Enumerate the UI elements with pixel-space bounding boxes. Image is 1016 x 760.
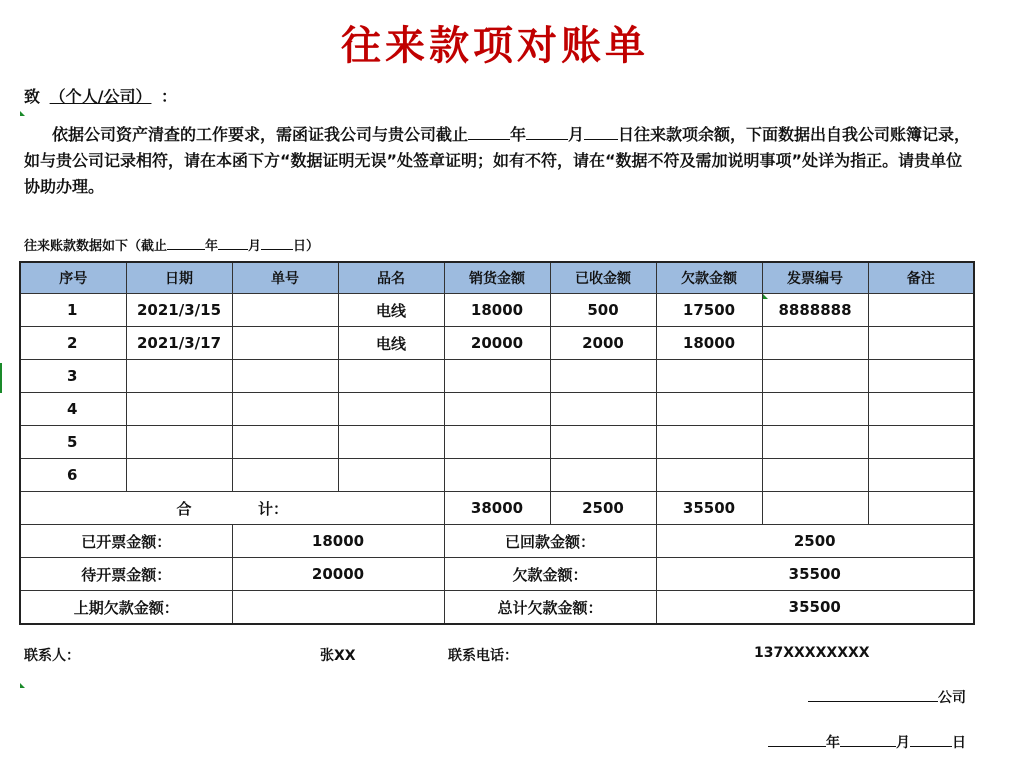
- caption-day: 日）: [293, 239, 320, 254]
- table-cell[interactable]: [444, 426, 550, 459]
- table-cell[interactable]: 17500: [656, 294, 762, 327]
- table-cell[interactable]: [762, 426, 868, 459]
- pending-invoice-value[interactable]: 20000: [232, 558, 444, 591]
- summary-row: [20, 525, 974, 558]
- invoiced-label: 已开票金额：: [20, 525, 232, 558]
- invoiced-value[interactable]: 18000: [232, 525, 444, 558]
- total-label-cell: [20, 492, 444, 525]
- table-row: [20, 393, 974, 426]
- contact-person: 张XX: [320, 648, 356, 664]
- sign-month-blank: [840, 732, 896, 747]
- table-cell[interactable]: [868, 360, 974, 393]
- contact-phone: 137XXXXXXXX: [754, 645, 870, 661]
- table-cell[interactable]: [338, 393, 444, 426]
- table-cell[interactable]: 20000: [444, 327, 550, 360]
- year-label: 年: [510, 125, 527, 144]
- caption-month: 月: [248, 239, 262, 254]
- table-cell[interactable]: [444, 393, 550, 426]
- table-cell[interactable]: 6: [20, 459, 126, 492]
- table-cell[interactable]: [868, 294, 974, 327]
- table-row: [20, 459, 974, 492]
- total-row: [20, 492, 974, 525]
- table-cell[interactable]: [126, 426, 232, 459]
- month-label: 月: [568, 125, 585, 144]
- prior-owed-value[interactable]: [232, 591, 444, 625]
- table-cell[interactable]: [762, 327, 868, 360]
- table-cell[interactable]: [444, 459, 550, 492]
- table-cell[interactable]: [126, 360, 232, 393]
- sign-day-blank: [910, 732, 952, 747]
- contact-person-label: 联系人：: [24, 648, 80, 664]
- header-cell: 欠款金额: [656, 262, 762, 294]
- repaid-label: 已回款金额：: [444, 525, 656, 558]
- request-paragraph: [24, 122, 974, 200]
- sign-year: 年: [826, 735, 840, 751]
- cell-comment-marker: [763, 294, 768, 299]
- table-cell[interactable]: 8888888: [762, 294, 868, 327]
- table-cell[interactable]: [868, 459, 974, 492]
- table-cell[interactable]: [338, 459, 444, 492]
- summary-row: [20, 591, 974, 625]
- year-blank: [468, 125, 510, 140]
- header-cell: 序号: [20, 262, 126, 294]
- table-caption: [24, 235, 319, 254]
- table-cell[interactable]: [550, 426, 656, 459]
- table-cell[interactable]: 2: [20, 327, 126, 360]
- table-row: [20, 327, 974, 360]
- paragraph-part1: 依据公司资产清查的工作要求，需函证我公司与贵公司截止: [52, 125, 469, 144]
- table-cell[interactable]: [232, 360, 338, 393]
- caption-day-blank: [261, 238, 293, 250]
- summary-row: [20, 558, 974, 591]
- table-cell[interactable]: [550, 393, 656, 426]
- recipient-placeholder: （个人/公司）: [49, 87, 152, 106]
- table-cell[interactable]: 5: [20, 426, 126, 459]
- selection-edge-marker: [0, 363, 2, 393]
- sign-year-blank: [768, 732, 826, 747]
- table-cell[interactable]: [762, 360, 868, 393]
- table-cell[interactable]: 电线: [338, 327, 444, 360]
- owed-label: 欠款金额：: [444, 558, 656, 591]
- table-cell[interactable]: [444, 360, 550, 393]
- table-cell[interactable]: [868, 327, 974, 360]
- table-cell[interactable]: [126, 393, 232, 426]
- contact-phone-label: 联系电话：: [448, 648, 518, 664]
- table-cell[interactable]: 2021/3/17: [126, 327, 232, 360]
- table-cell[interactable]: [868, 393, 974, 426]
- table-cell[interactable]: [232, 393, 338, 426]
- total-owed[interactable]: 35500: [656, 492, 762, 525]
- table-cell[interactable]: [232, 294, 338, 327]
- header-cell: 单号: [232, 262, 338, 294]
- total-owed-label: 总计欠款金额：: [444, 591, 656, 625]
- paragraph-part2: 日往来款项余额，下面数据出自我公司账簿记录，如与贵公司记录相符，请在本函下方“数据证明无误”处签章证明；如有不符，请在“数据不符及需加说明事项”处详为指正。请贵单位协助办理。: [24, 125, 971, 196]
- header-cell: 备注: [868, 262, 974, 294]
- sign-day: 日: [952, 735, 966, 751]
- table-cell[interactable]: [762, 459, 868, 492]
- table-cell[interactable]: [338, 426, 444, 459]
- signature-company-line: [808, 687, 966, 707]
- table-cell[interactable]: [232, 426, 338, 459]
- total-received[interactable]: 2500: [550, 492, 656, 525]
- table-cell[interactable]: [232, 459, 338, 492]
- caption-prefix: 往来账款数据如下（截止: [24, 239, 168, 254]
- caption-year-blank: [167, 238, 205, 250]
- header-cell: 销货金额: [444, 262, 550, 294]
- document-title: 往来款项对账单: [341, 23, 649, 69]
- table-cell[interactable]: [868, 492, 974, 525]
- to-prefix: 致: [24, 87, 41, 106]
- ledger-table: [19, 261, 975, 625]
- table-cell[interactable]: [656, 360, 762, 393]
- prior-owed-label: 上期欠款金额：: [20, 591, 232, 625]
- header-cell: 已收金额: [550, 262, 656, 294]
- table-cell[interactable]: [656, 459, 762, 492]
- table-cell[interactable]: 18000: [656, 327, 762, 360]
- company-name-blank: [808, 687, 938, 702]
- header-cell: 日期: [126, 262, 232, 294]
- signature-date-line: [768, 732, 966, 752]
- total-sales[interactable]: 38000: [444, 492, 550, 525]
- table-cell[interactable]: 电线: [338, 294, 444, 327]
- table-cell[interactable]: [762, 393, 868, 426]
- total-label-b: 计：: [257, 499, 288, 518]
- table-row: [20, 294, 974, 327]
- table-cell[interactable]: [762, 492, 868, 525]
- sign-month: 月: [896, 735, 910, 751]
- table-cell[interactable]: 18000: [444, 294, 550, 327]
- repaid-value[interactable]: 2500: [656, 525, 974, 558]
- caption-month-blank: [218, 238, 248, 250]
- owed-value[interactable]: 35500: [656, 558, 974, 591]
- month-blank: [526, 125, 568, 140]
- to-suffix: ：: [161, 87, 178, 106]
- cell-comment-marker: [20, 111, 25, 116]
- header-cell: 发票编号: [762, 262, 868, 294]
- table-cell[interactable]: [338, 360, 444, 393]
- company-suffix: 公司: [938, 690, 966, 706]
- table-row: [20, 360, 974, 393]
- cell-comment-marker: [20, 683, 25, 688]
- table-cell[interactable]: 4: [20, 393, 126, 426]
- header-cell: 品名: [338, 262, 444, 294]
- table-cell[interactable]: 1: [20, 294, 126, 327]
- table-cell[interactable]: [656, 426, 762, 459]
- table-row: [20, 426, 974, 459]
- table-cell[interactable]: [868, 426, 974, 459]
- total-owed-value[interactable]: 35500: [656, 591, 974, 625]
- table-cell[interactable]: [126, 459, 232, 492]
- caption-year: 年: [205, 239, 219, 254]
- table-cell[interactable]: 3: [20, 360, 126, 393]
- pending-invoice-label: 待开票金额：: [20, 558, 232, 591]
- table-cell[interactable]: [232, 327, 338, 360]
- table-cell[interactable]: [550, 360, 656, 393]
- table-cell[interactable]: 500: [550, 294, 656, 327]
- recipient-line: [24, 84, 177, 107]
- table-cell[interactable]: [550, 459, 656, 492]
- table-header-row: [20, 262, 974, 294]
- total-label-a: 合: [176, 499, 192, 518]
- day-blank: [584, 125, 618, 140]
- table-cell[interactable]: 2000: [550, 327, 656, 360]
- table-cell[interactable]: [656, 393, 762, 426]
- table-cell[interactable]: 2021/3/15: [126, 294, 232, 327]
